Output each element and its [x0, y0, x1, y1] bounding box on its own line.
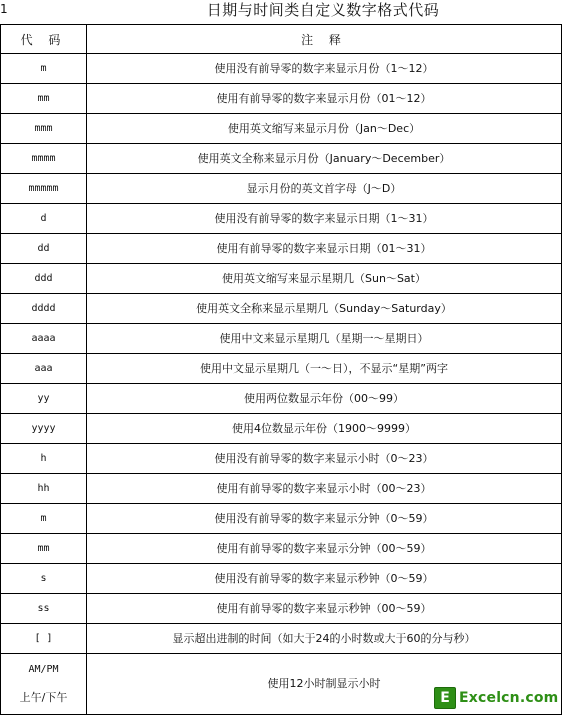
format-code-cell: mmmm — [1, 144, 87, 174]
format-code-cell: mm — [1, 84, 87, 114]
format-code-table-wrapper — [0, 24, 561, 715]
table-row — [1, 114, 562, 144]
description-cell: 使用有前导零的数字来显示小时（00～23） — [87, 474, 562, 504]
format-code-cell: d — [1, 204, 87, 234]
excel-logo-icon: E — [434, 687, 456, 709]
page-title: 日期与时间类自定义数字格式代码 — [206, 1, 440, 19]
code-ampm-english: AM/PM — [28, 664, 59, 675]
description-cell: 显示月份的英文首字母（J～D） — [87, 174, 562, 204]
watermark-text: Excelcn.com — [459, 690, 559, 706]
corner-mark: 1 — [0, 2, 8, 16]
code-ampm-chinese: 上午/下午 — [19, 691, 68, 704]
description-cell: 使用4位数显示年份（1900～9999） — [87, 414, 562, 444]
header-code: 代 码 — [1, 25, 87, 54]
table-row — [1, 144, 562, 174]
table-row — [1, 624, 562, 654]
table-row — [1, 504, 562, 534]
format-code-cell: ddd — [1, 264, 87, 294]
table-header-row — [1, 25, 562, 54]
table-row — [1, 54, 562, 84]
table-row — [1, 594, 562, 624]
format-code-cell: aaa — [1, 354, 87, 384]
format-code-cell: dddd — [1, 294, 87, 324]
table-row — [1, 534, 562, 564]
format-code-cell: hh — [1, 474, 87, 504]
description-cell: 使用没有前导零的数字来显示分钟（0～59） — [87, 504, 562, 534]
description-cell: 使用12小时制显示小时 — [87, 654, 562, 715]
format-code-cell: m — [1, 54, 87, 84]
table-row — [1, 174, 562, 204]
table-row — [1, 564, 562, 594]
description-cell: 使用中文来显示星期几（星期一～星期日） — [87, 324, 562, 354]
description-cell: 使用有前导零的数字来显示日期（01～31） — [87, 234, 562, 264]
format-code-cell — [1, 654, 87, 715]
description-cell: 使用英文全称来显示月份（January～December） — [87, 144, 562, 174]
header-description: 注 释 — [87, 25, 562, 54]
table-row — [1, 474, 562, 504]
table-body — [1, 54, 562, 715]
table-row — [1, 414, 562, 444]
description-cell: 使用没有前导零的数字来显示月份（1～12） — [87, 54, 562, 84]
description-cell: 使用有前导零的数字来显示月份（01～12） — [87, 84, 562, 114]
format-code-cell: mmmmm — [1, 174, 87, 204]
description-cell: 使用中文显示星期几（一～日），不显示“星期”两字 — [87, 354, 562, 384]
table-row — [1, 234, 562, 264]
table-row — [1, 444, 562, 474]
format-code-table — [0, 24, 562, 715]
table-row — [1, 84, 562, 114]
description-cell: 使用没有前导零的数字来显示日期（1～31） — [87, 204, 562, 234]
description-cell: 使用有前导零的数字来显示分钟（00～59） — [87, 534, 562, 564]
table-row — [1, 264, 562, 294]
description-cell: 显示超出进制的时间（如大于24的小时数或大于60的分与秒） — [87, 624, 562, 654]
ampm-code-stack — [1, 663, 86, 705]
format-code-cell: yy — [1, 384, 87, 414]
format-code-cell: h — [1, 444, 87, 474]
description-cell: 使用没有前导零的数字来显示小时（0～23） — [87, 444, 562, 474]
table-row — [1, 204, 562, 234]
description-cell: 使用没有前导零的数字来显示秒钟（0～59） — [87, 564, 562, 594]
format-code-cell: mmm — [1, 114, 87, 144]
format-code-cell: ss — [1, 594, 87, 624]
description-cell: 使用有前导零的数字来显示秒钟（00～59） — [87, 594, 562, 624]
table-row — [1, 324, 562, 354]
format-code-cell: aaaa — [1, 324, 87, 354]
format-code-cell: [ ] — [1, 624, 87, 654]
description-cell: 使用英文缩写来显示月份（Jan～Dec） — [87, 114, 562, 144]
table-row — [1, 384, 562, 414]
description-cell: 使用英文缩写来显示星期几（Sun～Sat） — [87, 264, 562, 294]
format-code-cell: m — [1, 504, 87, 534]
format-code-cell: s — [1, 564, 87, 594]
site-watermark — [432, 686, 560, 710]
description-cell: 使用两位数显示年份（00～99） — [87, 384, 562, 414]
format-code-cell: mm — [1, 534, 87, 564]
format-code-cell: yyyy — [1, 414, 87, 444]
table-row — [1, 354, 562, 384]
table-row — [1, 294, 562, 324]
description-cell: 使用英文全称来显示星期几（Sunday～Saturday） — [87, 294, 562, 324]
format-code-cell: dd — [1, 234, 87, 264]
